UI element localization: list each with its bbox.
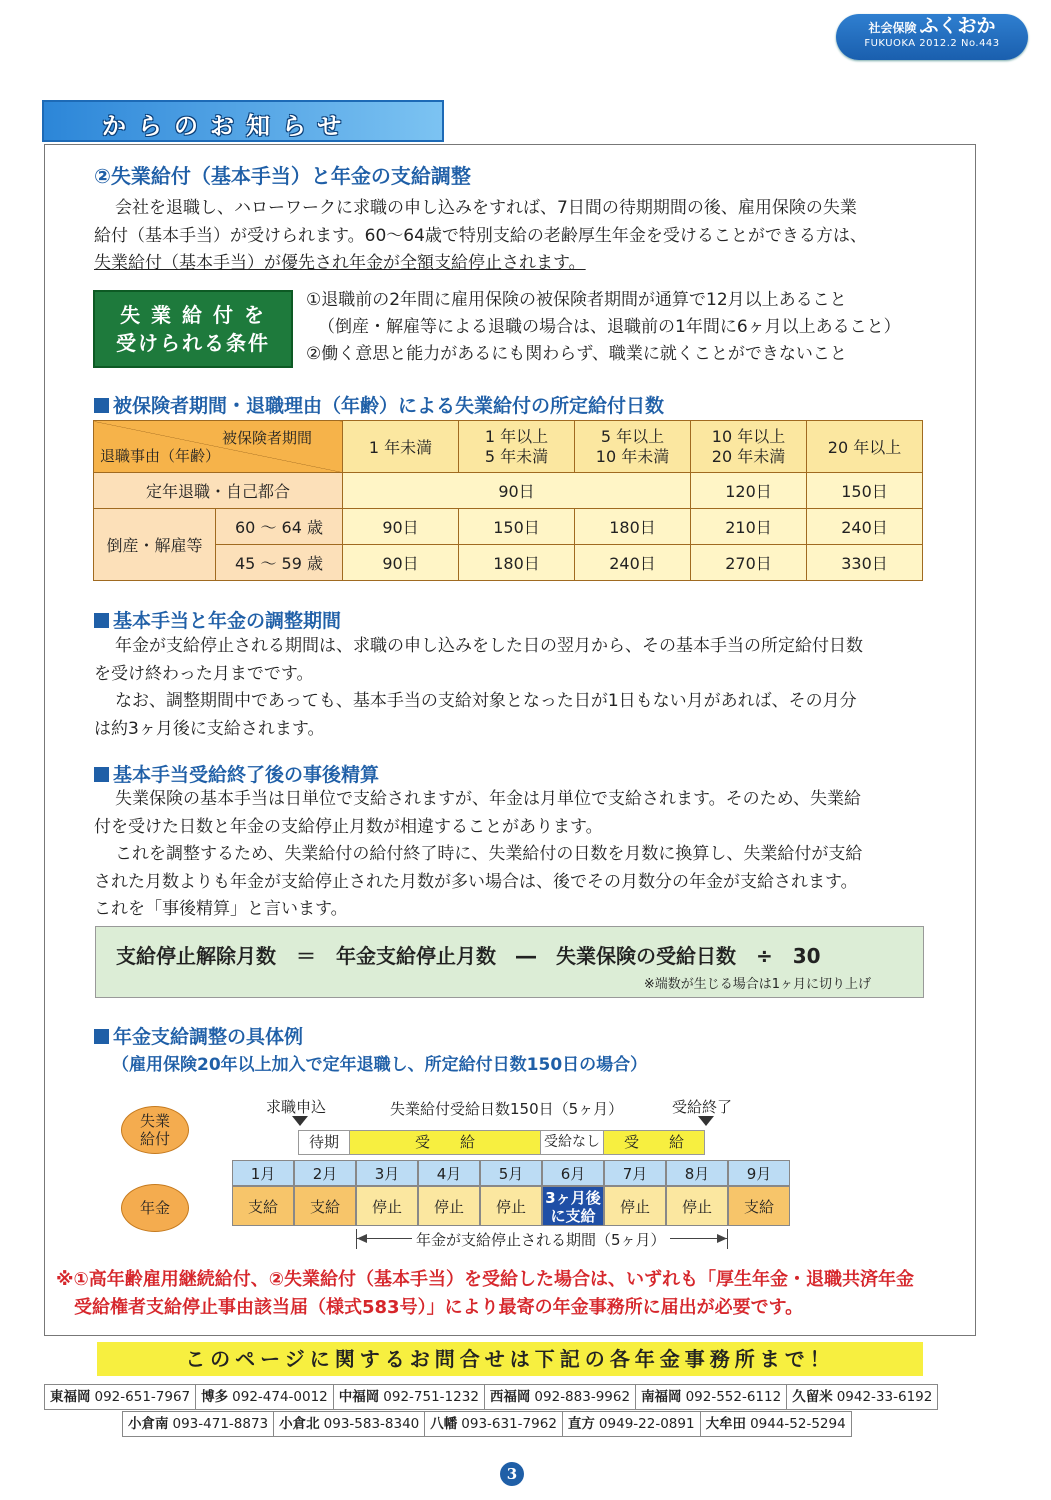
pension-1: 支給: [232, 1186, 294, 1226]
section3-line-4: された月数よりも年金が支給停止された月数が多い場合は、後でその月数分の年金が支給されます。: [94, 871, 858, 892]
col-header-3b: 10 年未満: [595, 446, 670, 466]
section2-line-4: は約3ヶ月後に支給されます。: [94, 718, 325, 739]
pension-7: 停止: [604, 1186, 666, 1226]
span-tick-right: [727, 1229, 728, 1249]
benefit-days-table: [93, 420, 923, 581]
col-header-3: [575, 421, 691, 473]
cell-45-1: 90日: [343, 545, 459, 581]
row-age-60-64: 60 ～ 64 歳: [216, 509, 343, 545]
section2-line-3: なお、調整期間中であっても、基本手当の支給対象となった日が1日もない月があれば、その月分: [115, 691, 857, 711]
cell-retirement-5: 150日: [807, 473, 923, 509]
corner-top-label: 被保険者期間: [221, 429, 312, 447]
pension-8: 停止: [666, 1186, 728, 1226]
table-corner-cell: [94, 421, 343, 473]
cell-60-5: 240日: [807, 509, 923, 545]
oval-benefit-line2: 給付: [139, 1130, 170, 1148]
oval-benefit-line1: 失業: [139, 1112, 170, 1130]
office-tel: 0942-33-6192: [836, 1389, 933, 1405]
office-tel: 093-631-7962: [461, 1416, 557, 1432]
office-item: [196, 1385, 334, 1409]
section3-title: [94, 760, 379, 787]
section2-title-text: 基本手当と年金の調整期間: [113, 610, 342, 632]
label-apply: 求職申込: [266, 1098, 327, 1116]
cell-retirement-4: 120日: [691, 473, 807, 509]
condition-item-1-note: （倒産・解雇等による退職の場合は、退職前の1年間に6ヶ月以上あること）: [318, 317, 901, 337]
col-header-5: 20 年以上: [807, 421, 923, 473]
col-header-4a: 10 年以上: [711, 426, 786, 446]
section1-line-3: 失業給付（基本手当）が優先され年金が全額支給停止されます。: [94, 253, 586, 273]
cell-45-5: 330日: [807, 545, 923, 581]
office-name: 東福岡: [50, 1389, 91, 1405]
office-name: 西福岡: [489, 1389, 531, 1405]
month-9: 9月: [728, 1160, 790, 1186]
contact-bar: このページに関するお問合せは下記の各年金事務所まで！: [97, 1342, 923, 1376]
office-name: 大牟田: [705, 1416, 747, 1432]
section2-line-2: を受け終わった月までです。: [94, 663, 314, 684]
magazine-logo: [836, 14, 1028, 60]
month-6: 6月: [542, 1160, 604, 1186]
square-bullet-icon: [94, 767, 109, 782]
office-item: [563, 1412, 701, 1436]
office-tel: 093-471-8873: [172, 1416, 269, 1432]
office-item: [485, 1385, 636, 1409]
office-name: 小倉北: [279, 1416, 320, 1432]
section1-line-2: 給付（基本手当）が受けられます。60～64歳で特別支給の老齢厚生年金を受けることができる方は、: [94, 225, 867, 246]
logo-name: ふくおか: [919, 15, 996, 37]
oval-pension: 年金: [121, 1184, 189, 1232]
col-header-3a: 5 年以上: [600, 426, 665, 446]
seg-receive-2: 受 給: [603, 1130, 705, 1155]
row-age-45-59: 45 ～ 59 歳: [216, 545, 343, 581]
office-tel: 092-883-9962: [534, 1389, 631, 1405]
cell-45-3: 240日: [575, 545, 691, 581]
pension-3: 停止: [356, 1186, 418, 1226]
arrow-down-icon: [696, 1114, 716, 1128]
pension-6: [542, 1186, 604, 1226]
month-4: 4月: [418, 1160, 480, 1186]
section3-title-text: 基本手当受給終了後の事後精算: [113, 764, 380, 786]
square-bullet-icon: [94, 1029, 109, 1044]
section3-line-5: これを「事後精算」と言います。: [94, 899, 348, 919]
label-days: 失業給付受給日数150日（5ヶ月）: [390, 1100, 624, 1118]
section3-line-2: 付を受けた日数と年金の支給停止月数が相違することがあります。: [94, 816, 603, 837]
square-bullet-icon: [94, 613, 109, 628]
office-tel: 092-474-0012: [232, 1389, 328, 1405]
office-item: [701, 1412, 851, 1436]
col-header-2: [459, 421, 575, 473]
conditions-label-line1: 失 業 給 付 を: [120, 303, 266, 327]
col-header-2b: 5 年未満: [484, 446, 549, 466]
section2-line-1: 年金が支給停止される期間は、求職の申し込みをした日の翌月から、その基本手当の所定給付日数: [115, 636, 863, 656]
cell-retirement-merged: 90日: [343, 473, 691, 509]
office-name: 久留米: [792, 1389, 833, 1405]
condition-item-1: ①退職前の2年間に雇用保険の被保険者期間が通算で12月以上あること: [306, 290, 847, 310]
office-tel: 092-751-1232: [383, 1389, 479, 1405]
cell-45-4: 270日: [691, 545, 807, 581]
seg-wait: 待期: [298, 1130, 350, 1155]
page-number: 3: [500, 1462, 524, 1486]
section3-line-3: これを調整するため、失業給付の給付終了時に、失業給付の日数を月数に換算し、失業給付が支給: [115, 844, 863, 864]
month-7: 7月: [604, 1160, 666, 1186]
office-item: [787, 1385, 937, 1409]
example-title-text: 年金支給調整の具体例: [113, 1026, 304, 1048]
cell-60-4: 210日: [691, 509, 807, 545]
oval-benefit: [121, 1106, 189, 1154]
corner-bottom-label: 退職事由（年齢）: [100, 447, 221, 465]
office-item: [334, 1385, 485, 1409]
office-item: [45, 1385, 196, 1409]
seg-receive-1: 受 給: [349, 1130, 541, 1155]
table-title-text: 被保険者期間・退職理由（年齢）による失業給付の所定給付日数: [113, 395, 665, 417]
span-label: 年金が支給停止される期間（5ヶ月）: [412, 1229, 670, 1250]
office-name: 直方: [567, 1416, 595, 1432]
office-tel: 093-583-8340: [323, 1416, 420, 1432]
table-section-title: [94, 391, 664, 418]
office-name: 博多: [201, 1389, 229, 1405]
section3-line-1: 失業保険の基本手当は日単位で支給されますが、年金は月単位で支給されます。そのため、失業給: [115, 789, 861, 809]
conditions-label-line2: 受けられる条件: [116, 331, 270, 355]
banner-title: からのお知らせ: [102, 112, 354, 140]
office-name: 中福岡: [338, 1389, 380, 1405]
arrow-left-icon: [357, 1233, 367, 1244]
formula-box: [95, 926, 924, 998]
note-line-2: 受給権者支給停止事由該当届（様式583号）」により最寄の年金事務所に届出が必要です。: [74, 1297, 804, 1318]
office-item: [274, 1412, 425, 1436]
seg-no-receive: 受給なし: [540, 1130, 604, 1155]
row-label-retirement: 定年退職・自己都合: [94, 473, 343, 509]
logo-prefix: 社会保険: [868, 21, 917, 35]
col-header-4b: 20 年未満: [711, 446, 786, 466]
note-line-1: ※①高年齢雇用継続給付、②失業給付（基本手当）を受給した場合は、いずれも「厚生年金・退職共済年金: [56, 1269, 914, 1290]
pension-5: 停止: [480, 1186, 542, 1226]
office-name: 南福岡: [641, 1389, 682, 1405]
square-bullet-icon: [94, 398, 109, 413]
arrow-right-icon: [717, 1233, 727, 1244]
office-item: [636, 1385, 787, 1409]
section1-title: ②失業給付（基本手当）と年金の支給調整: [94, 164, 471, 188]
month-2: 2月: [294, 1160, 356, 1186]
formula-text: 支給停止解除月数 ＝ 年金支給停止月数 ― 失業保険の受給日数 ÷ 30: [116, 944, 821, 968]
example-title: [94, 1022, 303, 1049]
office-tel: 092-552-6112: [685, 1389, 782, 1405]
row-group-label: 倒産・解雇等: [94, 509, 216, 581]
office-item: [425, 1412, 563, 1436]
office-tel: 0944-52-5294: [750, 1416, 846, 1432]
section1-line-1: 会社を退職し、ハローワークに求職の申し込みをすれば、7日間の待期期間の後、雇用保険の失業: [115, 198, 857, 218]
pension-9: 支給: [728, 1186, 790, 1226]
month-8: 8月: [666, 1160, 728, 1186]
col-header-2a: 1 年以上: [484, 426, 549, 446]
pension-2: 支給: [294, 1186, 356, 1226]
cell-60-3: 180日: [575, 509, 691, 545]
pension-6-line2: に支給: [550, 1207, 596, 1225]
pension-4: 停止: [418, 1186, 480, 1226]
pension-6-line1: 3ヶ月後: [545, 1189, 601, 1207]
conditions-label: [93, 290, 293, 368]
office-row-1: [44, 1384, 938, 1410]
office-item: [123, 1412, 274, 1436]
cell-60-1: 90日: [343, 509, 459, 545]
condition-item-2: ②働く意思と能力があるにも関わらず、職業に就くことができないこと: [306, 344, 847, 364]
logo-issue: FUKUOKA 2012.2 No.443: [864, 38, 1000, 49]
office-name: 小倉南: [128, 1416, 169, 1432]
col-header-4: [691, 421, 807, 473]
section2-title: [94, 606, 341, 633]
header-banner: [42, 100, 444, 142]
office-tel: 092-651-7967: [94, 1389, 191, 1405]
office-name: 八幡: [430, 1416, 458, 1432]
example-subtitle: （雇用保険20年以上加入で定年退職し、所定給付日数150日の場合）: [112, 1055, 648, 1075]
cell-45-2: 180日: [459, 545, 575, 581]
formula-note: ※端数が生じる場合は1ヶ月に切り上げ: [643, 977, 871, 992]
month-3: 3月: [356, 1160, 418, 1186]
cell-60-2: 150日: [459, 509, 575, 545]
office-tel: 0949-22-0891: [598, 1416, 695, 1432]
label-end: 受給終了: [672, 1098, 733, 1116]
arrow-down-icon: [290, 1114, 310, 1128]
col-header-1: 1 年未満: [343, 421, 459, 473]
month-1: 1月: [232, 1160, 294, 1186]
month-5: 5月: [480, 1160, 542, 1186]
office-row-2: [122, 1411, 852, 1437]
